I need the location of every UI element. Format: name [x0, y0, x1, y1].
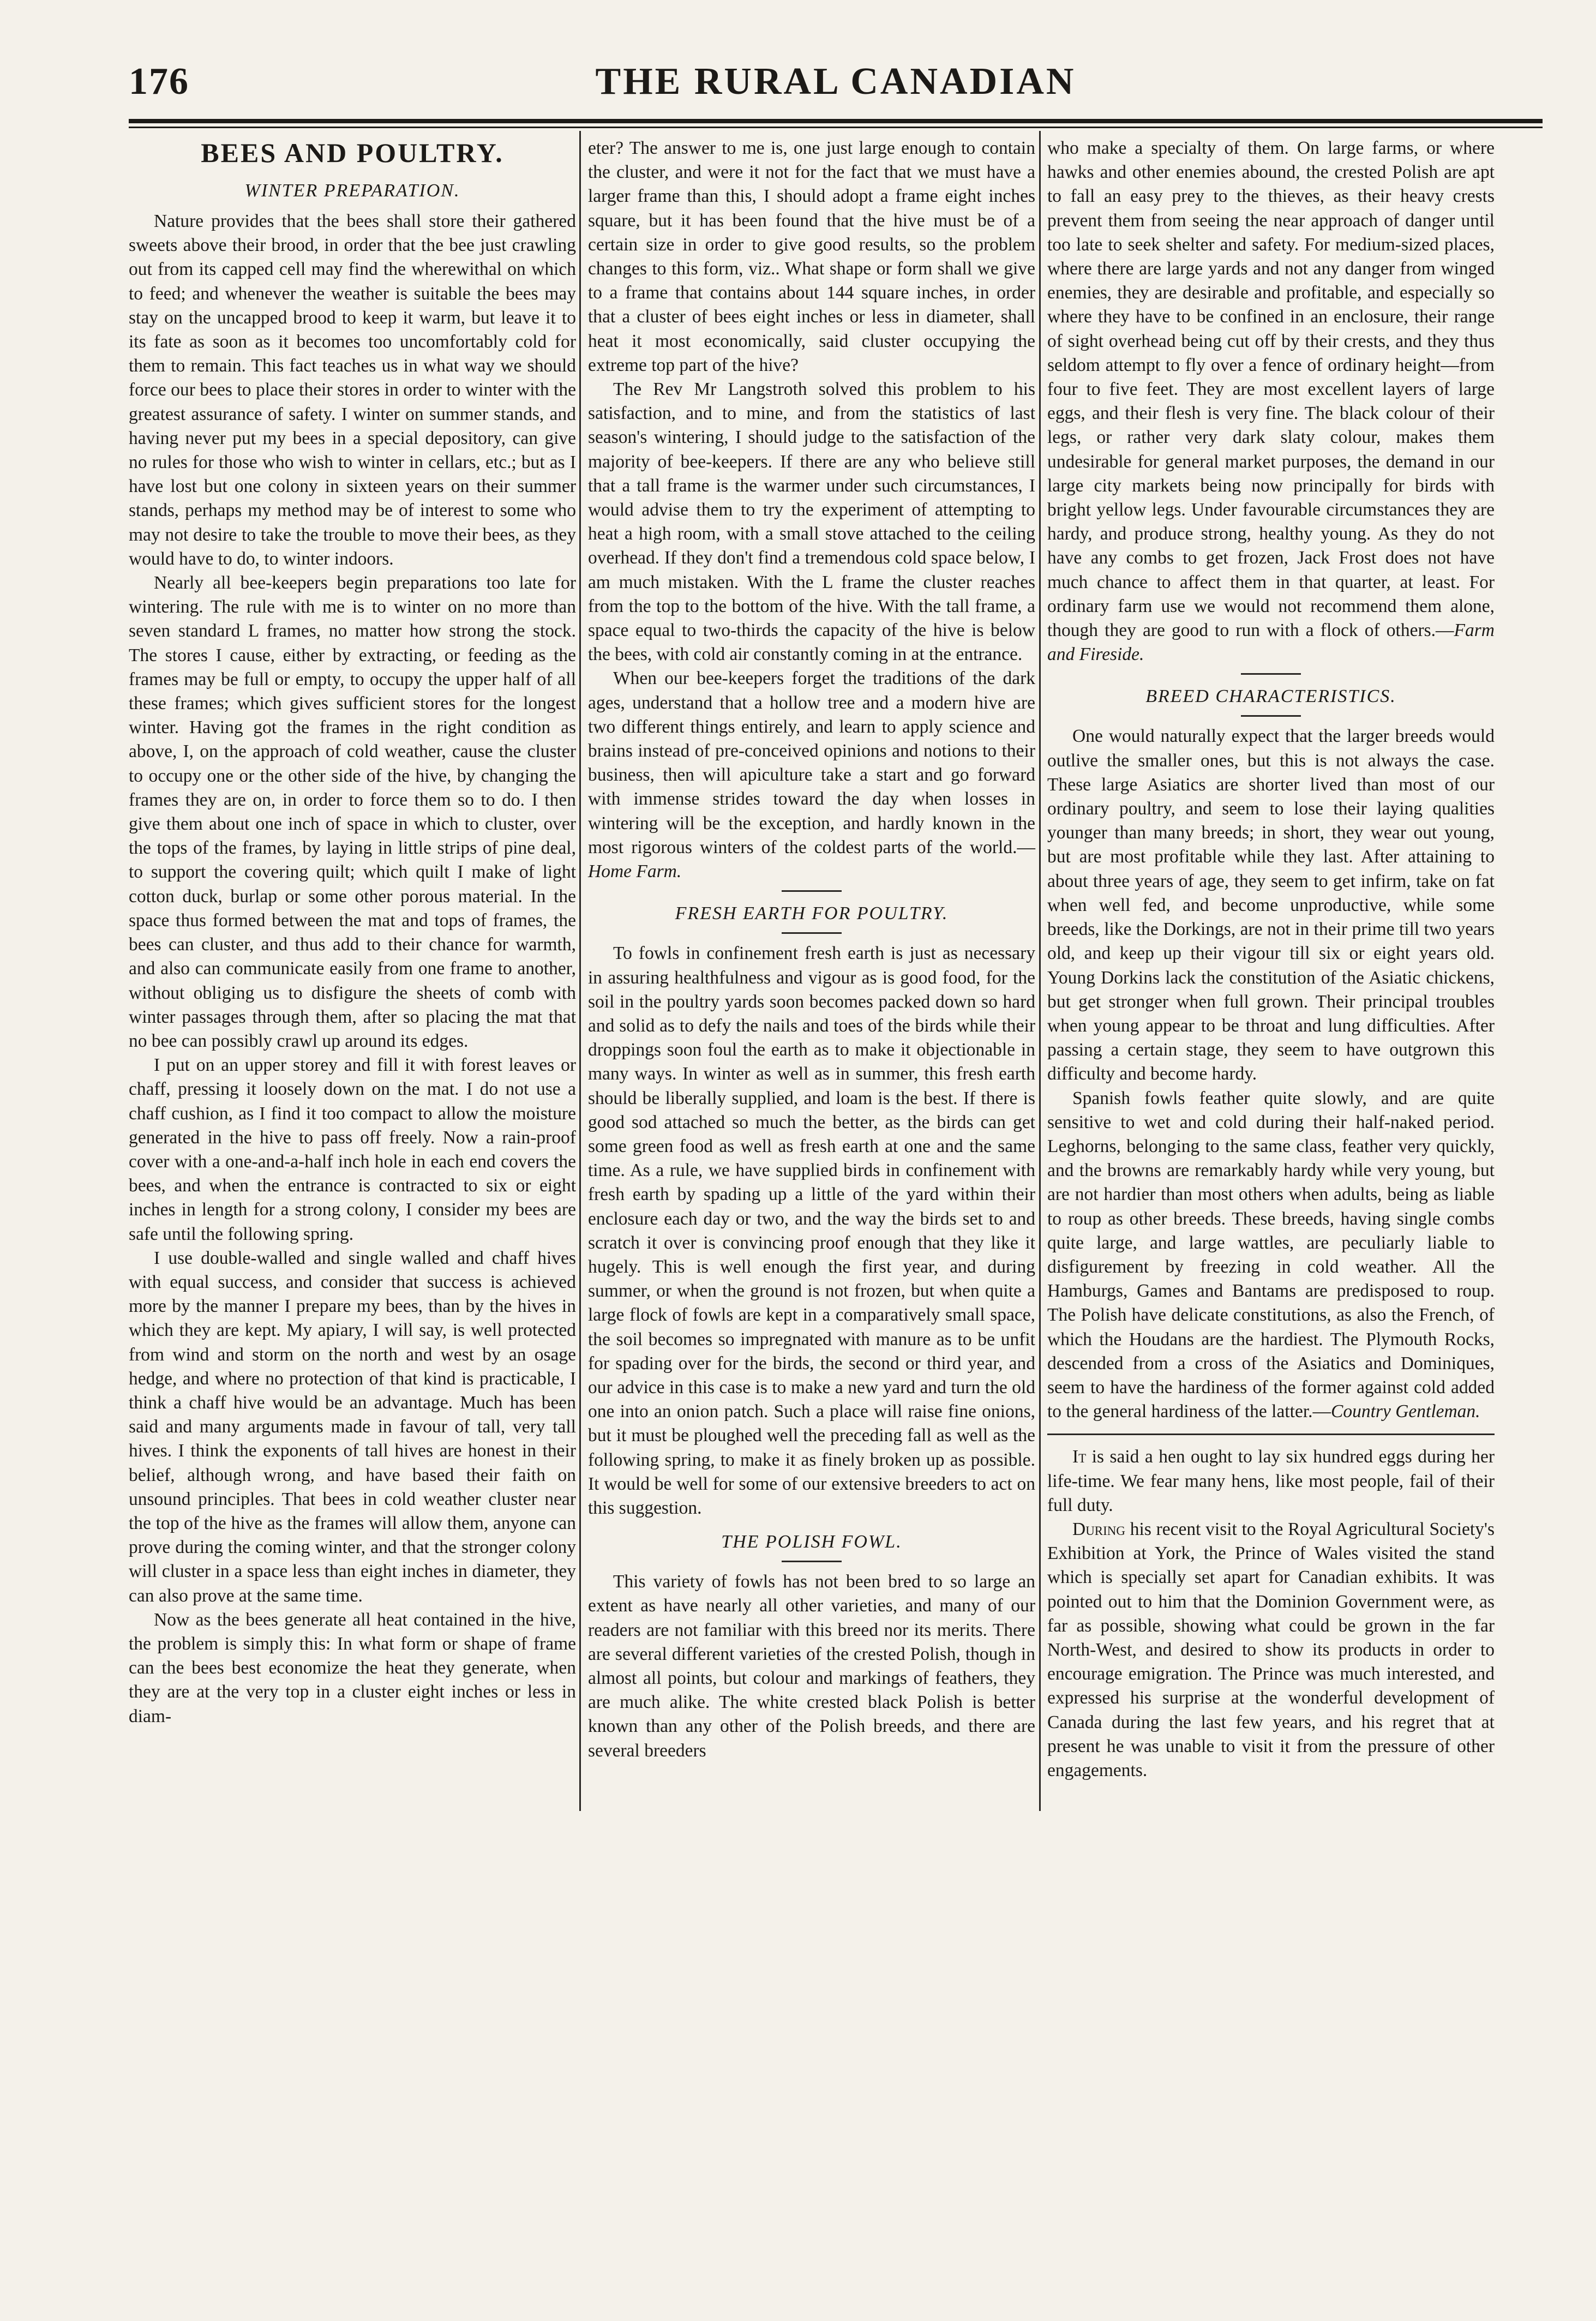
- article-paragraph: [588, 667, 1035, 884]
- article-paragraph: [1047, 1087, 1495, 1424]
- page-number: 176: [129, 61, 189, 103]
- article-paragraph: To fowls in confinement fresh earth is just as necessary in assuring healthfulness and vigour as is good food, for the soil in the poultry yards soon becomes packed down so hard and solid as to defy the nails and toes of the birds while their droppings soon foul the earth as to make it objectionable in many ways. In winter as well as in summer, this fresh earth should be liberally supplied, and loam is the best. If there is good sod attached so much the better, as the birds can get some green food as well as fresh earth at one and the same time. As a rule, we have supplied birds in confinement with fresh earth by spading up a little of the yard within their enclosure each day or two, and the way the birds set to and scratch it over is convincing proof enough that they like it hugely. This is well enough the first year, and during summer, or when the ground is not frozen, but when quite a large flock of fowls are kept in a comparatively small space, the soil becomes so impregnated with manure as to be unfit for spading over for the birds, the second or third year, and our advice in this case is to make a new yard and turn the old one into an onion patch. Such a place will raise fine onions, but it must be ploughed well the preceding fall as well as the following spring, to make it as finely broken up as possible. It would be well for some of our extensive breeders to act on this suggestion.: [588, 943, 1035, 1518]
- section-divider: [1047, 1434, 1495, 1435]
- source-credit: Home Farm.: [588, 861, 682, 882]
- column-3: [1047, 136, 1495, 1783]
- lead-word: It: [1072, 1447, 1087, 1467]
- paragraph-text: who make a specialty of them. On large farms, or where hawks and other enemies abound, the crested Polish are apt to fall an easy prey to the thieves, as their heavy crests prevent them from seeing the near approach of danger until too late to seek shelter and safety. For medium-sized places, where there are large yards and not any danger from winged enemies, they are desirable and profitable, and especially so where they have to be confined in an enclosure, their range of sight overhead being cut off by their crests, and they thus seldom attempt to fly over a fence of ordinary height—from four to five feet. They are most excellent layers of large eggs, and their flesh is very fine. The black colour of their legs, or rather very dark slaty colour, makes them undesirable for general market purposes, the demand in our large city markets being now principally for birds with bright yellow legs. Under favourable circumstances they are hardy, and produce strong, healthy young. As they do not have any combs to get frozen, Jack Frost does not have much chance to affect them in that quarter, at least. For ordinary farm use we would not recommend them alone, though they are good to run with a flock of others.—: [1047, 138, 1495, 641]
- department-title: BEES AND POULTRY.: [201, 137, 504, 168]
- article-paragraph: Now as the bees generate all heat contained in the hive, the problem is simply this: In what form or shape of frame can the bees best economize the heat they generate, when they are at the very top in a cluster eight inches or less in diam-: [129, 1609, 576, 1726]
- paragraph-text: When our bee-keepers forget the traditions of the dark ages, understand that a hollow tree and a modern hive are two different things entirely, and learn to apply science and brains instead of pre-conceived opinions and notions to their business, then will apiculture take a start and go forward with immense strides toward the day when losses in wintering will be the exception, and hardly known in the most rigorous winters of the coldest parts of the world.—: [588, 668, 1035, 857]
- section-title-fresh-earth: FRESH EARTH FOR POULTRY.: [675, 903, 949, 924]
- header-rule-thin: [129, 127, 1543, 128]
- column-divider: [1039, 131, 1041, 1811]
- article-paragraph: [1047, 136, 1495, 667]
- section-title-breed-characteristics: BREED CHARACTERISTICS.: [1145, 686, 1396, 707]
- article-paragraph: [1047, 1518, 1495, 1783]
- column-2: [588, 136, 1035, 1763]
- source-credit: Country Gentleman.: [1331, 1401, 1480, 1422]
- section-divider: [782, 1561, 842, 1562]
- article-paragraph: This variety of fowls has not been bred to so large an extent as have nearly all other varieties, and many of our readers are not familiar with this breed nor its merits. There are several different varieties of the crested Polish, though in almost all points, but colour and markings of feathers, they are much alike. The white crested black Polish is better known than any other of the Polish breeds, and there are several breeders: [588, 1572, 1035, 1761]
- article-paragraph: Nearly all bee-keepers begin preparations too late for wintering. The rule with me is to winter on no more than seven standard L frames, no matter how strong the stock. The stores I cause, either by extracting, or feeding as the frames may be full or empty, to occupy the upper half of all these frames; which gives sufficient stores for the longest winter. Having got the frames in the right condition as above, I, on the approach of cold weather, cause the cluster to occupy one or the other side of the hive, by changing the frames they are on, in order to force them so to do. I then give them about one inch of space in which to cluster, over the tops of the frames, by laying in little strips of pine deal, to support the covering quilt; which quilt I make of light cotton duck, burlap or some other porous material. In the space thus formed between the mat and tops of frames, the bees can cluster, and thus add to their chance for warmth, and also can communicate easily from one frame to another, without obliging us to disfigure the sheets of comb with winter passages through them, after so placing the mat that no bee can possibly crawl up around its edges.: [129, 573, 576, 1051]
- article-paragraph: I put on an upper storey and fill it with forest leaves or chaff, pressing it loosely down on the mat. I do not use a chaff cushion, as I find it too compact to allow the moisture generated in the hive to pass off freely. Now a rain-proof cover with a one-and-a-half inch hole in each end covers the bees, and when the entrance is contracted to six or eight inches in length for a strong colony, I consider my bees are safe until the following spring.: [129, 1055, 576, 1244]
- section-divider: [782, 890, 842, 892]
- header-rule: [129, 119, 1543, 123]
- paragraph-text: his recent visit to the Royal Agricultural Society's Exhibition at York, the Prince of Wales visited the stand which is specially set apart for Canadian exhibits. It was pointed out to him that the Dominion Government were, as far as possible, showing what could be grown in the far North-West, and desired to show its products in order to encourage emigration. The Prince was much interested, and expressed his surprise at the wonderful development of Canada during the last few years, and his regret that at present he was unable to visit it from the pressure of other engagements.: [1047, 1519, 1495, 1780]
- column-divider: [579, 131, 581, 1811]
- source-credit: Farm and Fireside.: [1047, 620, 1495, 665]
- page-header: [129, 60, 1543, 125]
- column-1: [129, 136, 576, 1729]
- lead-word: During: [1072, 1519, 1126, 1539]
- section-divider: [1241, 715, 1301, 717]
- article-paragraph: One would naturally expect that the larger breeds would outlive the smaller ones, but this is not always the case. These large Asiatics are shorter lived than most of our ordinary poultry, and seem to lose their laying qualities younger than many breeds; in short, they wear out young, but are most profitable while they last. After attaining to about three years of age, they seem to get infirm, take on fat when well fed, and become unproductive, while some breeds, like the Dorkings, are not in their prime till two years old, and keep up their vigour till six or eight years old. Young Dorkins lack the constitution of the Asiatic chickens, but get stronger when full grown. Their principal troubles when young appear to be throat and lung difficulties. After passing a certain stage, they seem to have outgrown this difficulty and become hardy.: [1047, 726, 1495, 1084]
- section-title-winter-preparation: WINTER PREPARATION.: [244, 181, 460, 201]
- article-paragraph: [1047, 1445, 1495, 1518]
- section-title-polish-fowl: THE POLISH FOWL.: [721, 1532, 902, 1552]
- section-divider: [1241, 673, 1301, 675]
- publication-title: THE RURAL CANADIAN: [595, 61, 1076, 103]
- paragraph-text: is said a hen ought to lay six hundred eggs during her life-time. We fear many hens, like most people, fail of their full duty.: [1047, 1447, 1495, 1515]
- article-paragraph: Nature provides that the bees shall store their gathered sweets above their brood, in order that the bee just crawling out from its capped cell may find the wherewithal on which to feed; and whenever the weather is suitable the bees may stay on the uncapped brood to keep it warm, but leave it to its fate as soon as it becomes too uncomfortably cold for them to remain. This fact teaches us in what way we should force our bees to place their stores in order to winter with the greatest assurance of safety. I winter on summer stands, and having never put my bees in a special depository, can give no rules for those who wish to winter in cellars, etc.; but as I have lost but one colony in sixteen years on their summer stands, perhaps my method may be of interest to some who may not desire to take the trouble to move their bees, as they would have to do, to winter indoors.: [129, 211, 576, 569]
- paragraph-text: Spanish fowls feather quite slowly, and are quite sensitive to wet and cold during their half-naked period. Leghorns, belonging to the same class, feather very quickly, and the browns are remarkably hardy while very young, but are not hardier than most others when adults, being as liable to roup as other breeds. These breeds, having single combs quite large, and large wattles, are peculiarly liable to disfigurement by freezing in cold weather. All the Hamburgs, Games and Bantams are predisposed to roup. The Polish have delicate constitutions, as also the French, of which the Houdans are the hardiest. The Plymouth Rocks, descended from a cross of the Asiatics and Dominiques, seem to have the hardiness of the former against cold added to the general hardiness of the latter.—: [1047, 1088, 1495, 1422]
- article-paragraph: I use double-walled and single walled and chaff hives with equal success, and consider that success is achieved more by the manner I prepare my bees, than by the hives in which they are kept. My apiary, I will say, is well protected from wind and storm on the north and west by an osage hedge, and where no protection of that kind is practicable, I think a chaff hive would be an advantage. Much has been said and many arguments made in favour of tall, very tall hives. I think the exponents of tall hives are honest in their belief, although wrong, and have based their faith on unsound principles. That bees in cold weather cluster near the top of the hive as the frames will allow them, anyone can prove during the coming winter, and that the stronger colony will cluster in a space less than eight inches in diameter, they can also prove at the same time.: [129, 1248, 576, 1606]
- section-divider: [782, 932, 842, 934]
- article-paragraph: eter? The answer to me is, one just large enough to contain the cluster, and were it not for the fact that we must have a larger frame than this, I should adopt a frame eight inches square, but it has been found that the hive must be of a certain size in order to give good results, so the problem changes to this form, viz.. What shape or form shall we give to a frame that contains about 144 square inches, in order that a cluster of bees eight inches or less in diameter, shall heat it most economically, said cluster occupying the extreme top part of the hive?: [588, 138, 1035, 375]
- article-paragraph: The Rev Mr Langstroth solved this problem to his satisfaction, and to mine, and from the statistics of last season's wintering, I should judge to the satisfaction of the majority of bee-keepers. If there are any who believe still that a tall frame is the warmer under such circumstances, I would advise them to try the experiment of attempting to heat a high room, with a small stove attached to the ceiling overhead. If they don't find a tremendous cold space below, I am much mistaken. With the L frame the cluster reaches from the top to the bottom of the hive. With the tall frame, a space equal to two-thirds the capacity of the hive is below the bees, with cold air constantly coming in at the entrance.: [588, 379, 1035, 665]
